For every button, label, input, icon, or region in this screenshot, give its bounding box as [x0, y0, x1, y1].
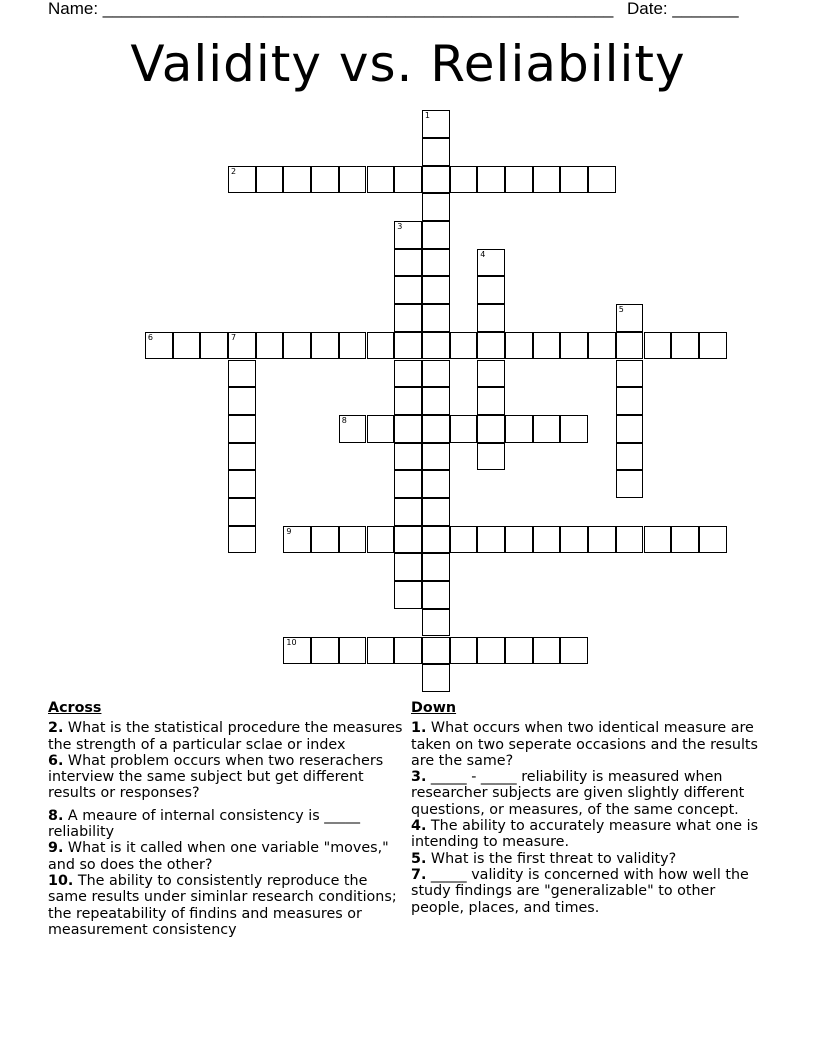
- grid-cell[interactable]: [394, 221, 422, 249]
- grid-cell[interactable]: [339, 526, 367, 554]
- clue-across-6: [48, 753, 404, 802]
- grid-cell[interactable]: [616, 332, 644, 360]
- grid-cell[interactable]: [422, 138, 450, 166]
- across-heading: Across: [48, 700, 102, 716]
- clue-number: 8.: [48, 807, 64, 824]
- grid-cell[interactable]: [394, 470, 422, 498]
- cell-number: 7: [231, 332, 237, 342]
- clue-across-9: [48, 840, 404, 873]
- grid-cell[interactable]: [616, 415, 644, 443]
- grid-cell[interactable]: [422, 553, 450, 581]
- clue-text: What problem occurs when two reserachers interview the same subject but get different results or responses?: [48, 752, 384, 802]
- grid-cell[interactable]: [422, 304, 450, 332]
- cell-number: 6: [147, 332, 153, 342]
- grid-cell[interactable]: [505, 526, 533, 554]
- grid-cell[interactable]: [450, 332, 478, 360]
- grid-cell[interactable]: [311, 332, 339, 360]
- grid-cell[interactable]: [477, 387, 505, 415]
- down-heading: Down: [411, 700, 457, 716]
- grid-cell[interactable]: [477, 304, 505, 332]
- grid-cell[interactable]: [616, 387, 644, 415]
- grid-cell[interactable]: [422, 276, 450, 304]
- clue-text: What occurs when two identical measure are taken on two seperate occasions and the results are the same?: [411, 720, 758, 769]
- grid-cell[interactable]: [616, 470, 644, 498]
- date-field-label: Date: _______: [627, 0, 739, 18]
- grid-cell[interactable]: [671, 332, 699, 360]
- grid-cell[interactable]: [283, 166, 311, 194]
- grid-cell[interactable]: [256, 166, 284, 194]
- grid-cell[interactable]: [228, 360, 256, 388]
- grid-cell[interactable]: [394, 498, 422, 526]
- grid-cell[interactable]: [505, 415, 533, 443]
- grid-cell[interactable]: [477, 166, 505, 194]
- grid-cell[interactable]: [422, 193, 450, 221]
- clue-across-2: [48, 720, 404, 753]
- grid-cell[interactable]: [422, 360, 450, 388]
- grid-cell[interactable]: [616, 360, 644, 388]
- cell-number: 1: [424, 111, 430, 121]
- grid-cell[interactable]: [367, 637, 395, 665]
- grid-cell[interactable]: [367, 526, 395, 554]
- grid-cell[interactable]: [477, 249, 505, 277]
- grid-cell[interactable]: [283, 637, 311, 665]
- grid-cell[interactable]: [422, 664, 450, 692]
- clue-number: 2.: [48, 720, 64, 737]
- cell-number: 9: [286, 526, 292, 536]
- grid-cell[interactable]: [145, 332, 173, 360]
- grid-cell[interactable]: [616, 526, 644, 554]
- grid-cell[interactable]: [394, 332, 422, 360]
- grid-cell[interactable]: [533, 637, 561, 665]
- grid-cell[interactable]: [422, 415, 450, 443]
- grid-cell[interactable]: [228, 526, 256, 554]
- grid-cell[interactable]: [505, 166, 533, 194]
- grid-cell[interactable]: [394, 276, 422, 304]
- clue-text: What is the first threat to validity?: [426, 850, 677, 867]
- clue-text: What is the statistical procedure the measures the strength of a particular sclae or index: [48, 720, 403, 753]
- grid-cell[interactable]: [533, 332, 561, 360]
- grid-cell[interactable]: [422, 581, 450, 609]
- grid-cell[interactable]: [477, 360, 505, 388]
- clue-text: The ability to accurately measure what one is intending to measure.: [411, 818, 759, 851]
- grid-cell[interactable]: [339, 415, 367, 443]
- grid-cell[interactable]: [228, 443, 256, 471]
- grid-cell[interactable]: [339, 166, 367, 194]
- grid-cell[interactable]: [560, 637, 588, 665]
- grid-cell[interactable]: [671, 526, 699, 554]
- grid-cell[interactable]: [228, 470, 256, 498]
- grid-cell[interactable]: [339, 637, 367, 665]
- grid-cell[interactable]: [477, 443, 505, 471]
- grid-cell[interactable]: [394, 443, 422, 471]
- grid-cell[interactable]: [228, 332, 256, 360]
- grid-cell[interactable]: [173, 332, 201, 360]
- cell-number: 8: [341, 415, 347, 425]
- clue-across-8: [48, 808, 404, 841]
- grid-cell[interactable]: [394, 249, 422, 277]
- grid-cell[interactable]: [422, 332, 450, 360]
- grid-cell[interactable]: [394, 304, 422, 332]
- clue-down-4: [411, 818, 761, 851]
- grid-cell[interactable]: [560, 415, 588, 443]
- clue-down-1: [411, 720, 761, 769]
- grid-cell[interactable]: [588, 166, 616, 194]
- grid-cell[interactable]: [394, 387, 422, 415]
- clue-text: _____ validity is concerned with how well the study findings are "generalizable" to other people, places, and times.: [411, 866, 749, 916]
- across-clues: [48, 700, 404, 938]
- clue-text: The ability to consistently reproduce the same results under siminlar research conditions; the repeatability of findins and measures or measurement consistency: [48, 872, 397, 938]
- grid-cell[interactable]: [450, 415, 478, 443]
- grid-cell[interactable]: [533, 166, 561, 194]
- grid-cell[interactable]: [616, 304, 644, 332]
- grid-cell[interactable]: [367, 332, 395, 360]
- grid-cell[interactable]: [699, 332, 727, 360]
- grid-cell[interactable]: [256, 332, 284, 360]
- page-title: Validity vs. Reliability: [130, 35, 686, 93]
- grid-cell[interactable]: [228, 166, 256, 194]
- grid-cell[interactable]: [228, 498, 256, 526]
- grid-cell[interactable]: [477, 526, 505, 554]
- grid-cell[interactable]: [367, 166, 395, 194]
- clue-number: 1.: [411, 720, 427, 737]
- grid-cell[interactable]: [422, 166, 450, 194]
- grid-cell[interactable]: [422, 249, 450, 277]
- grid-cell[interactable]: [394, 166, 422, 194]
- grid-cell[interactable]: [422, 443, 450, 471]
- grid-cell[interactable]: [588, 526, 616, 554]
- grid-cell[interactable]: [450, 637, 478, 665]
- grid-cell[interactable]: [505, 332, 533, 360]
- cell-number: 10: [286, 637, 297, 647]
- grid-cell[interactable]: [477, 415, 505, 443]
- grid-cell[interactable]: [339, 332, 367, 360]
- grid-cell[interactable]: [422, 498, 450, 526]
- grid-cell[interactable]: [533, 526, 561, 554]
- grid-cell[interactable]: [450, 166, 478, 194]
- grid-cell[interactable]: [394, 360, 422, 388]
- grid-cell[interactable]: [560, 166, 588, 194]
- grid-cell[interactable]: [422, 609, 450, 637]
- grid-cell[interactable]: [560, 332, 588, 360]
- cell-number: 3: [397, 222, 403, 231]
- clue-number: 9.: [48, 840, 64, 857]
- grid-cell[interactable]: [422, 387, 450, 415]
- grid-cell[interactable]: [394, 526, 422, 554]
- grid-cell[interactable]: [283, 332, 311, 360]
- grid-cell[interactable]: [477, 276, 505, 304]
- grid-cell[interactable]: [533, 415, 561, 443]
- grid-cell[interactable]: [616, 443, 644, 471]
- clue-down-5: [411, 851, 761, 867]
- clue-number: 4.: [411, 818, 427, 835]
- grid-cell[interactable]: [228, 415, 256, 443]
- clue-number: 6.: [48, 752, 64, 769]
- grid-cell[interactable]: [477, 637, 505, 665]
- clue-number: 3.: [411, 769, 427, 786]
- grid-cell[interactable]: [588, 332, 616, 360]
- clue-number: 5.: [411, 850, 427, 867]
- clue-across-10: [48, 873, 404, 938]
- grid-cell[interactable]: [394, 415, 422, 443]
- grid-cell[interactable]: [505, 637, 533, 665]
- grid-cell[interactable]: [699, 526, 727, 554]
- grid-cell[interactable]: [422, 470, 450, 498]
- cell-number: 2: [231, 166, 237, 176]
- grid-cell[interactable]: [394, 553, 422, 581]
- grid-cell[interactable]: [200, 332, 228, 360]
- grid-cell[interactable]: [450, 526, 478, 554]
- grid-cell[interactable]: [283, 526, 311, 554]
- clue-text: _____ - _____ reliability is measured when researcher subjects are given slightly different questions, or measures, of the same concept.: [411, 769, 745, 818]
- grid-cell[interactable]: [394, 637, 422, 665]
- clue-text: What is it called when one variable "moves," and so does the other?: [48, 840, 389, 873]
- name-field-label: Name: ______________________________________________________: [48, 0, 614, 18]
- clue-down-7: [411, 867, 761, 916]
- grid-cell[interactable]: [311, 637, 339, 665]
- cell-number: 4: [480, 249, 486, 259]
- clue-number: 7.: [411, 866, 427, 883]
- grid-cell[interactable]: [311, 166, 339, 194]
- grid-cell[interactable]: [228, 387, 256, 415]
- grid-cell[interactable]: [560, 526, 588, 554]
- grid-cell[interactable]: [644, 332, 672, 360]
- down-clues: [411, 700, 761, 916]
- clue-text: A meaure of internal consistency is _____ reliability: [48, 807, 361, 841]
- grid-cell[interactable]: [422, 526, 450, 554]
- grid-cell[interactable]: [422, 110, 450, 138]
- grid-cell[interactable]: [422, 637, 450, 665]
- clue-down-3: [411, 769, 761, 818]
- grid-cell[interactable]: [644, 526, 672, 554]
- grid-cell[interactable]: [394, 581, 422, 609]
- clue-number: 10.: [48, 872, 74, 889]
- grid-cell[interactable]: [422, 221, 450, 249]
- grid-cell[interactable]: [477, 332, 505, 360]
- grid-cell[interactable]: [311, 526, 339, 554]
- grid-cell[interactable]: [367, 415, 395, 443]
- cell-number: 5: [618, 305, 624, 315]
